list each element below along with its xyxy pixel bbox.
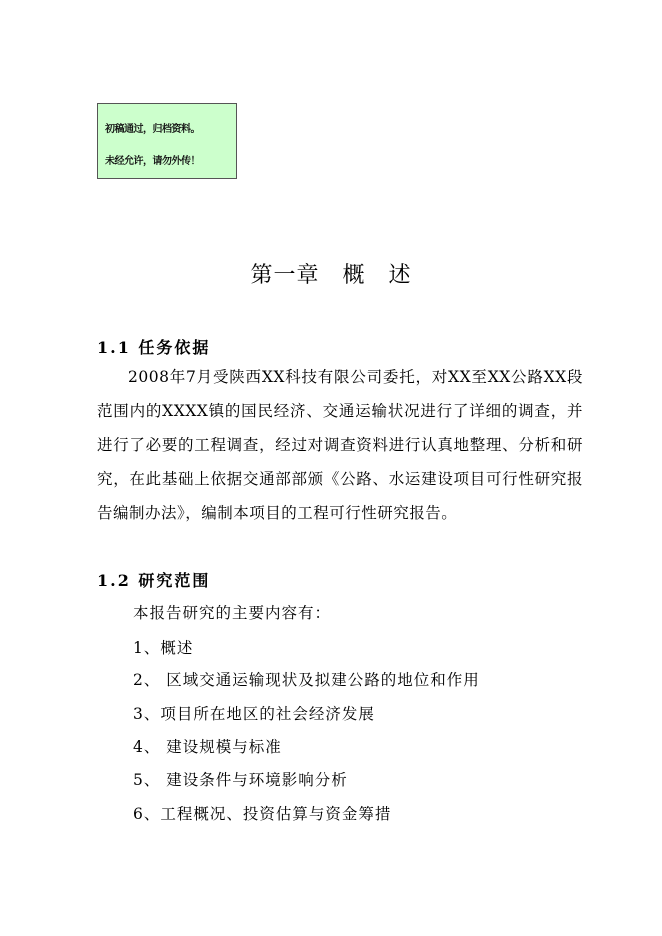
stamp-line-1: 初稿通过，归档资料。 (105, 124, 200, 135)
list-item: 1、概述 (133, 639, 194, 657)
section-intro-1-2: 本报告研究的主要内容有： (133, 604, 332, 622)
stamp-line-2: 未经允许，请勿外传！ (105, 156, 200, 167)
section-heading-1-1: 1.1 任务依据 (97, 338, 211, 357)
list-item: 3、项目所在地区的社会经济发展 (133, 705, 375, 723)
review-stamp (97, 103, 237, 179)
list-item: 5、 建设条件与环境影响分析 (133, 771, 348, 789)
section-paragraph-1-1: 2008年7月受陕西XX科技有限公司委托，对XX至XX公路XX段范围内的XXXX镇的国民经济、交通运输状况进行了详细的调查，并进行了必要的工程调查，经过对调查资料进行认真地整理、分析和研究，在此基础上依据交通部部颁《公路、水运建设项目可行性研究报告编制办法》，编制本项目的工程可行性研究报告。 (97, 368, 583, 522)
list-item: 6、工程概况、投资估算与资金筹措 (133, 805, 392, 823)
chapter-title: 第一章 概 述 (250, 263, 412, 288)
list-item: 4、 建设规模与标准 (133, 738, 282, 756)
section-heading-1-2: 1.2 研究范围 (97, 571, 211, 590)
list-item: 2、 区域交通运输现状及拟建公路的地位和作用 (133, 671, 480, 689)
